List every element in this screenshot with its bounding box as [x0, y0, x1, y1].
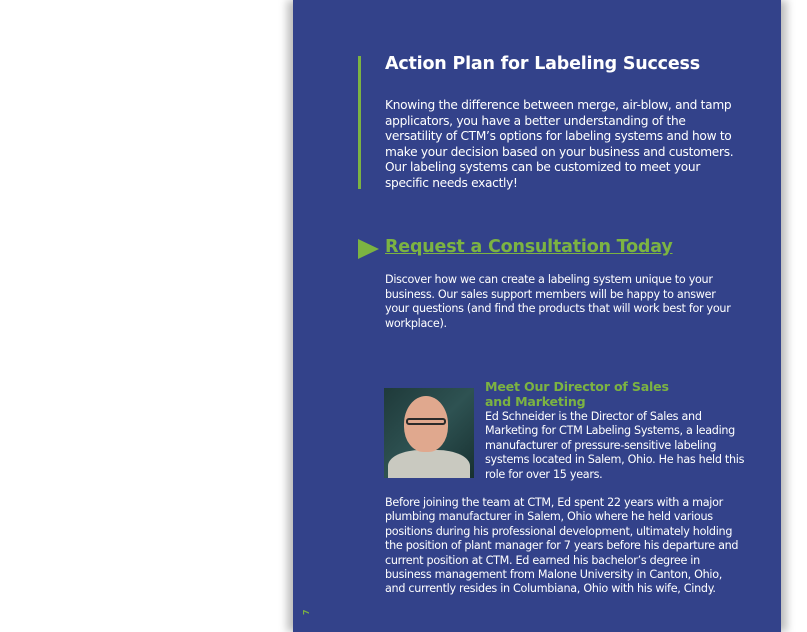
page-number: 7 — [302, 609, 311, 615]
photo-glasses — [406, 418, 446, 425]
accent-bar — [358, 56, 361, 189]
director-photo — [384, 388, 474, 478]
director-heading-line2: and Marketing — [485, 394, 586, 409]
section-title: Action Plan for Labeling Success — [385, 54, 700, 74]
director-bio-short: Ed Schneider is the Director of Sales and Marketing for CTM Labeling Systems, a leading manufacturer of pressure-sensitive labeling systems located in Salem, Ohio. He has held this role for over 15 years. — [485, 410, 745, 481]
photo-shirt — [388, 450, 470, 478]
intro-paragraph: Knowing the difference between merge, air-blow, and tamp applicators, you have a better understanding of the versatility of CTM’s options for labeling systems and how to make your decision based on your business and customers. Our labeling systems can be customized to meet your specific needs exactly! — [385, 98, 734, 190]
director-heading-line1: Meet Our Director of Sales — [485, 379, 669, 394]
request-consultation-link[interactable]: Request a Consultation Today — [385, 237, 673, 257]
director-heading — [485, 379, 735, 409]
arrow-right-icon — [358, 239, 379, 259]
consultation-paragraph: Discover how we can create a labeling system unique to your business. Our sales support members will be happy to answer your questions (and find the products that will work best for your workplace). — [385, 273, 731, 330]
director-bio-long: Before joining the team at CTM, Ed spent 22 years with a major plumbing manufacturer in Salem, Ohio where he held various positions during his professional development, ultimately holding the position of plant manager for 7 years before his departure and current position at CTM. Ed earned his bachelor’s degree in business management from Malone University in Canton, Ohio, and currently resides in Columbiana, Ohio with his wife, Cindy. — [385, 496, 739, 596]
